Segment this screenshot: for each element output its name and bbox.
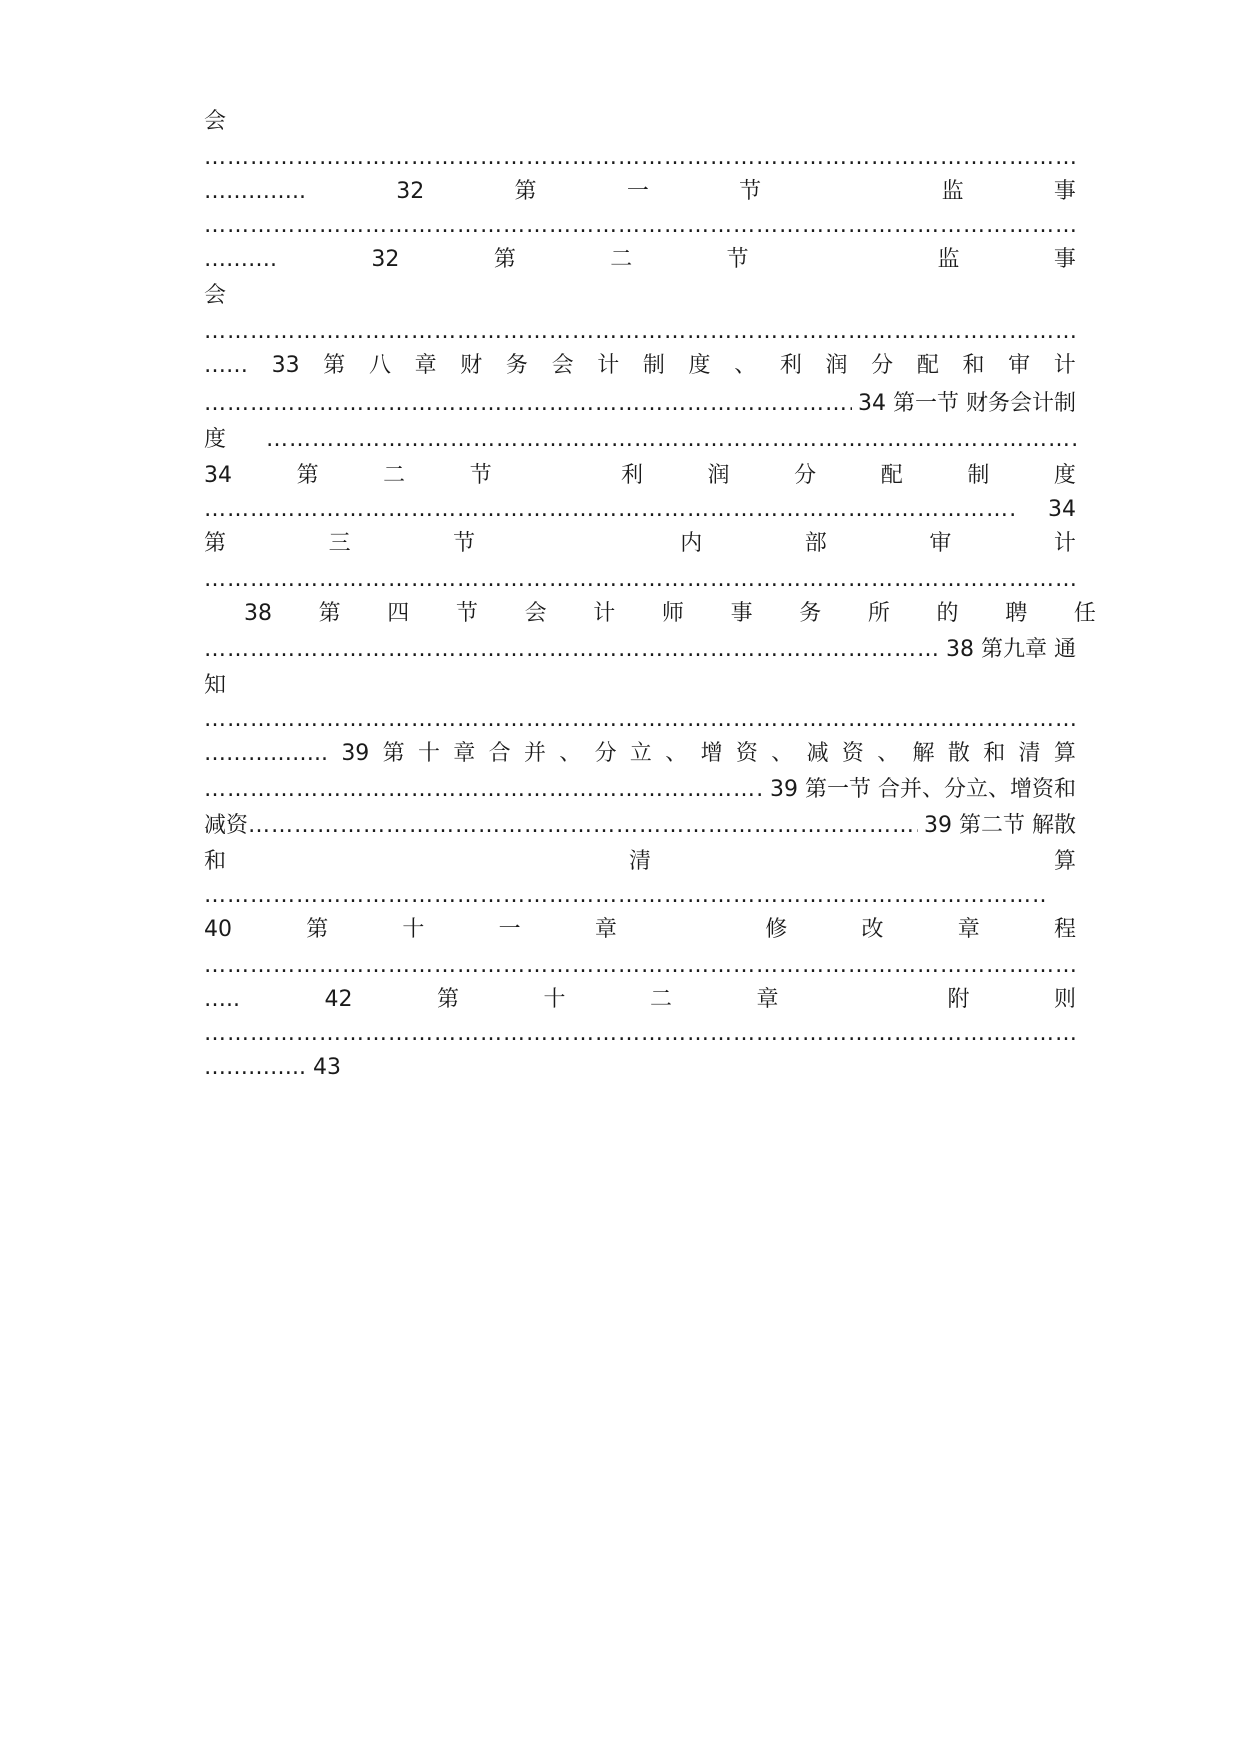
toc-line: 减资 ………………………………………………………………………………………………………………………………………………………………………………………………………………………………………………………… 39 第二节 解散 — [204, 806, 1076, 846]
toc-line: …………….. 39 第 十 章 合 并 、 分 立 、 增 资 、 减 资 、 解 散 和 清 算 — [204, 741, 1076, 766]
toc-line: ………….. 32 第 一 节 监 事 — [204, 179, 1076, 204]
toc-line: …… 33 第 八 章 财 务 会 计 制 度 、 利 润 分 配 和 审 计 — [204, 353, 1076, 378]
toc-line: ………………………………………………………………………………………………………………………………………………………………………………………………………………………………………………………… 34 — [204, 490, 1076, 530]
toc-line: 第 三 节 内 部 审 计 — [204, 531, 1076, 556]
toc-line: ….. 42 第 十 二 章 附 则 — [204, 987, 1076, 1012]
toc-line: 34 第 二 节 利 润 分 配 制 度 — [204, 463, 1076, 488]
toc-line: 40 第 十 一 章 修 改 章 程 — [204, 917, 1076, 942]
toc-line: ………………………………………………………………………………………………………………………………………………………………………………………………………………………………………………………… 38 第九章 通 — [204, 630, 1076, 670]
toc-line: 38 第 四 节 会 计 师 事 务 所 的 聘 任 — [244, 601, 1096, 626]
toc-line: 会 — [204, 283, 227, 308]
dot-leader — [248, 806, 918, 846]
toc-line: 知 — [204, 673, 227, 698]
dot-leader — [204, 770, 764, 810]
toc-line: ………………………………………………………………………………………………………………………………………………………………………………………………………………………………………………………… 34 第一节 财务会计制 — [204, 384, 1076, 424]
toc-line: 度 ………………………………………………………………………………………………………………………………………………………………………………………………………………………………………………………… — [204, 420, 1076, 460]
toc-line: ………….. 43 — [204, 1055, 341, 1080]
dot-leader — [266, 420, 1076, 460]
toc-line: ………. 32 第 二 节 监 事 — [204, 247, 1076, 272]
toc-line: ………………………………………………………………………………………………………………………………………………………………………………………………………………………………………………………… 39 第一节 合并、分立、增资和 — [204, 770, 1076, 810]
toc-line: 会 — [204, 109, 227, 134]
toc-line: 和 清 算 — [204, 849, 1076, 874]
dot-leader — [204, 384, 852, 424]
dot-leader — [204, 630, 940, 670]
